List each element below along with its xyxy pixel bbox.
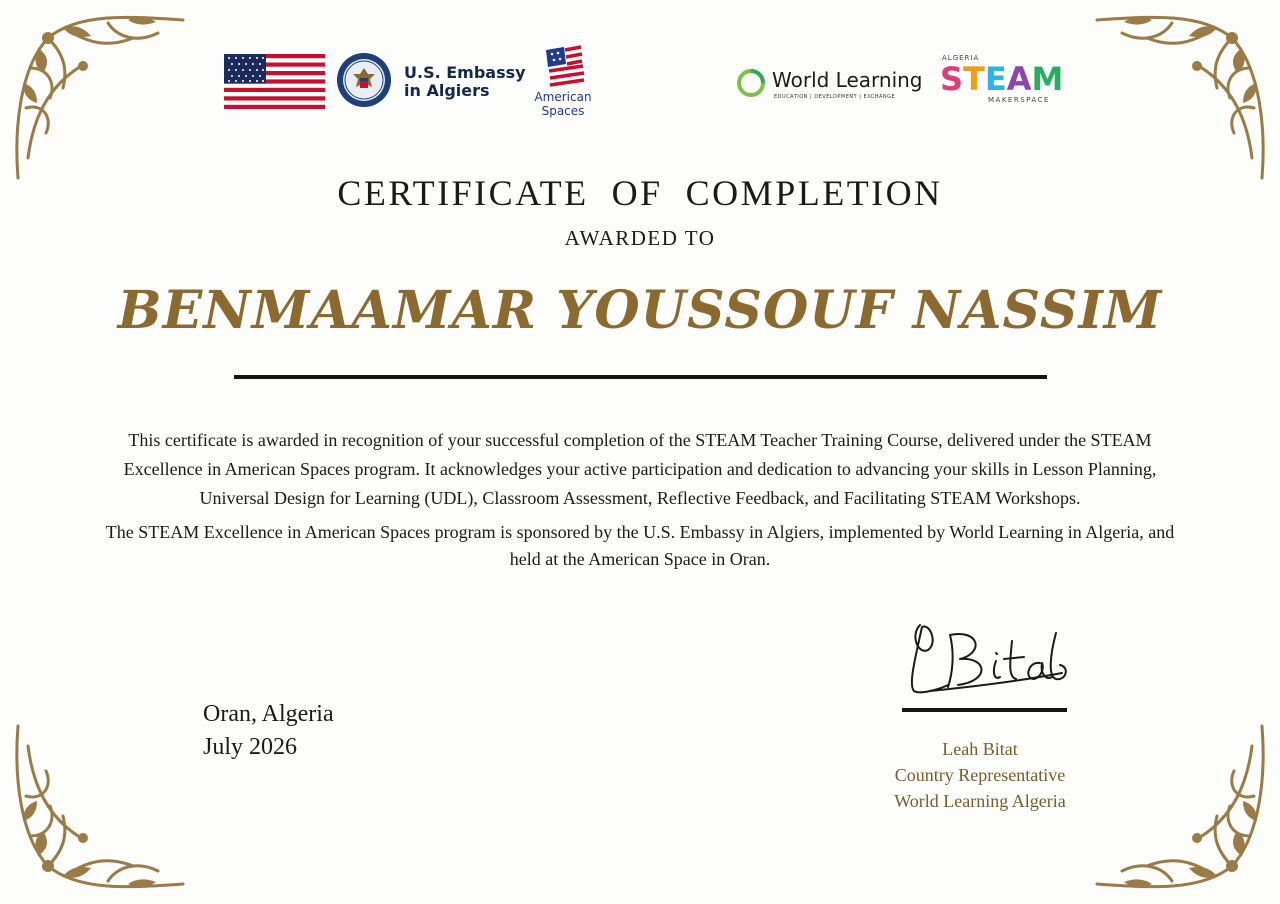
american-spaces-line-1: American bbox=[534, 90, 592, 104]
steam-logo-word: STEAM bbox=[940, 60, 1064, 98]
embassy-line-1: U.S. Embassy bbox=[404, 63, 526, 82]
world-learning-tagline: EDUCATION | DEVELOPMENT | EXCHANGE bbox=[774, 94, 896, 100]
embassy-line-2: in Algiers bbox=[404, 81, 490, 100]
world-learning-name: World Learning bbox=[772, 68, 923, 92]
certificate-paragraph-1: This certificate is awarded in recognition of your successful completion of the STEAM Teacher Training Course, delivered under the STEAM Excellence in American Spaces program. It acknowledges your active participation and dedication to advancing your skills in Lesson Planning, Universal Design for Learning (UDL), Classroom Assessment, Reflective Feedback, and Facilitating STEAM Workshops. bbox=[123, 430, 1157, 508]
american-spaces-flag-icon bbox=[540, 40, 586, 88]
signer-name: Leah Bitat bbox=[942, 739, 1018, 759]
handwritten-signature bbox=[900, 615, 1070, 705]
recipient-underline bbox=[234, 375, 1047, 379]
us-flag-icon bbox=[224, 54, 325, 109]
corner-ornament-bottom-right bbox=[1092, 721, 1272, 896]
certificate-paragraph-2: The STEAM Excellence in American Spaces program is sponsored by the U.S. Embassy in Algiers, implemented by World Learning in Algeria, and held at the American Space in Oran. bbox=[105, 522, 1175, 569]
date: July 2026 bbox=[203, 734, 298, 760]
world-learning-circle-icon bbox=[736, 68, 766, 98]
signer-title: Country Representative bbox=[894, 765, 1066, 785]
american-spaces-logo bbox=[530, 40, 596, 126]
signer-block bbox=[870, 736, 1090, 814]
certificate-subtitle: AWARDED TO bbox=[564, 226, 716, 250]
steam-logo-bottom-text: MAKERSPACE bbox=[988, 96, 1050, 104]
certificate-title: CERTIFICATE OF COMPLETION bbox=[337, 173, 943, 213]
signature-line bbox=[902, 708, 1067, 712]
world-learning-logo bbox=[736, 66, 931, 106]
sponsor-logos bbox=[0, 40, 1280, 130]
location-date-block bbox=[203, 698, 334, 764]
algeria-steam-makerspace-logo bbox=[940, 54, 1070, 110]
location: Oran, Algeria bbox=[203, 701, 334, 727]
american-spaces-line-2: Spaces bbox=[541, 104, 585, 118]
signer-organization: World Learning Algeria bbox=[894, 791, 1066, 811]
embassy-name bbox=[404, 64, 526, 100]
corner-ornament-bottom-left bbox=[8, 721, 188, 896]
steam-logo-top-text: ALGERIA bbox=[942, 54, 980, 62]
state-department-seal-icon bbox=[336, 52, 392, 108]
recipient-name: BENMAAMAR YOUSSOUF NASSIM bbox=[117, 280, 1163, 341]
